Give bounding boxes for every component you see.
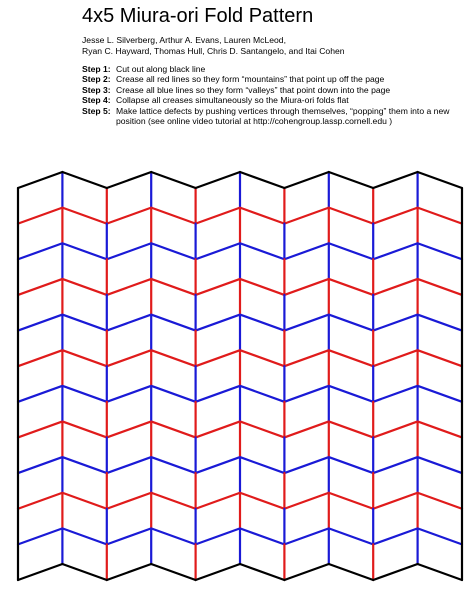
valley-crease: [240, 243, 284, 259]
mountain-crease: [284, 350, 328, 366]
valley-crease: [418, 315, 462, 331]
step-5-text: Make lattice defects by pushing vertices through themselves, “popping” them into a new position (see online video tutorial at http://cohengroup.lassp.cornell.edu ): [116, 105, 450, 127]
mountain-crease: [284, 208, 328, 224]
valley-crease: [151, 315, 195, 331]
valley-crease: [151, 528, 195, 544]
mountain-crease: [151, 421, 195, 437]
mountain-crease: [240, 279, 284, 295]
cut-line: [418, 172, 462, 188]
mountain-crease: [418, 208, 462, 224]
valley-crease: [284, 386, 328, 402]
valley-crease: [151, 386, 195, 402]
valley-crease: [373, 243, 417, 259]
cut-line: [18, 172, 62, 188]
cut-line: [62, 172, 106, 188]
cut-line: [107, 172, 151, 188]
valley-crease: [151, 457, 195, 473]
mountain-crease: [196, 493, 240, 509]
mountain-crease: [284, 279, 328, 295]
valley-crease: [62, 243, 106, 259]
valley-crease: [196, 315, 240, 331]
mountain-crease: [418, 493, 462, 509]
valley-crease: [196, 243, 240, 259]
valley-crease: [18, 243, 62, 259]
valley-crease: [284, 315, 328, 331]
valley-crease: [329, 528, 373, 544]
valley-crease: [107, 386, 151, 402]
valley-crease: [284, 457, 328, 473]
cut-line: [151, 172, 195, 188]
valley-crease: [18, 315, 62, 331]
valley-crease: [62, 386, 106, 402]
mountain-crease: [329, 493, 373, 509]
valley-crease: [196, 386, 240, 402]
mountain-crease: [284, 493, 328, 509]
step-4-label: Step 4:: [82, 95, 111, 106]
step-3-text: Crease all blue lines so they form “valleys” that point down into the page: [116, 84, 391, 95]
mountain-crease: [151, 279, 195, 295]
step-1-label: Step 1:: [82, 64, 111, 74]
mountain-crease: [329, 208, 373, 224]
cut-line: [373, 172, 417, 188]
mountain-crease: [18, 350, 62, 366]
mountain-crease: [240, 208, 284, 224]
valley-crease: [240, 315, 284, 331]
cut-line: [284, 564, 328, 580]
mountain-crease: [329, 279, 373, 295]
cut-line: [284, 172, 328, 188]
mountain-crease: [418, 350, 462, 366]
cut-line: [418, 564, 462, 580]
mountain-crease: [18, 493, 62, 509]
mountain-crease: [373, 208, 417, 224]
mountain-crease: [329, 350, 373, 366]
valley-crease: [373, 315, 417, 331]
valley-crease: [18, 528, 62, 544]
cut-line: [196, 172, 240, 188]
mountain-crease: [196, 350, 240, 366]
mountain-crease: [62, 208, 106, 224]
valley-crease: [18, 386, 62, 402]
valley-crease: [418, 386, 462, 402]
valley-crease: [240, 386, 284, 402]
valley-crease: [107, 243, 151, 259]
valley-crease: [62, 528, 106, 544]
mountain-crease: [373, 350, 417, 366]
mountain-crease: [18, 208, 62, 224]
authors-line-1: Jesse L. Silverberg, Arthur A. Evans, Lauren McLeod,: [82, 35, 286, 45]
valley-crease: [373, 457, 417, 473]
mountain-crease: [373, 493, 417, 509]
mountain-crease: [373, 421, 417, 437]
valley-crease: [62, 315, 106, 331]
title: 4x5 Miura-ori Fold Pattern: [82, 5, 314, 27]
mountain-crease: [107, 493, 151, 509]
mountain-crease: [62, 493, 106, 509]
valley-crease: [329, 457, 373, 473]
valley-crease: [418, 243, 462, 259]
valley-crease: [329, 386, 373, 402]
valley-crease: [284, 528, 328, 544]
cut-line: [196, 564, 240, 580]
cut-line: [240, 564, 284, 580]
valley-crease: [240, 528, 284, 544]
valley-crease: [18, 457, 62, 473]
step-4-text: Collapse all creases simultaneously so the Miura-ori folds flat: [116, 95, 349, 106]
mountain-crease: [107, 279, 151, 295]
authors-line-2: Ryan C. Hayward, Thomas Hull, Chris D. Santangelo, and Itai Cohen: [82, 46, 345, 56]
valley-crease: [418, 457, 462, 473]
cut-line: [107, 564, 151, 580]
mountain-crease: [62, 350, 106, 366]
mountain-crease: [151, 208, 195, 224]
mountain-crease: [62, 279, 106, 295]
step-5-label: Step 5:: [82, 105, 111, 116]
step-1-text: Cut out along black line: [116, 64, 206, 74]
mountain-crease: [18, 421, 62, 437]
mountain-crease: [196, 421, 240, 437]
mountain-crease: [107, 350, 151, 366]
mountain-crease: [18, 279, 62, 295]
valley-crease: [107, 528, 151, 544]
valley-crease: [373, 528, 417, 544]
valley-crease: [151, 243, 195, 259]
mountain-crease: [240, 350, 284, 366]
valley-crease: [196, 528, 240, 544]
mountain-crease: [329, 421, 373, 437]
mountain-crease: [284, 421, 328, 437]
mountain-crease: [373, 279, 417, 295]
cut-line: [240, 172, 284, 188]
mountain-crease: [151, 493, 195, 509]
step-2-label: Step 2:: [82, 74, 111, 85]
cut-line: [62, 564, 106, 580]
mountain-crease: [62, 421, 106, 437]
mountain-crease: [240, 421, 284, 437]
cut-line: [329, 172, 373, 188]
mountain-crease: [418, 279, 462, 295]
mountain-crease: [196, 279, 240, 295]
mountain-crease: [196, 208, 240, 224]
mountain-crease: [240, 493, 284, 509]
valley-crease: [107, 315, 151, 331]
mountain-crease: [418, 421, 462, 437]
valley-crease: [240, 457, 284, 473]
mountain-crease: [107, 208, 151, 224]
valley-crease: [196, 457, 240, 473]
cut-line: [18, 564, 62, 580]
mountain-crease: [107, 421, 151, 437]
valley-crease: [373, 386, 417, 402]
valley-crease: [284, 243, 328, 259]
valley-crease: [329, 243, 373, 259]
valley-crease: [418, 528, 462, 544]
valley-crease: [107, 457, 151, 473]
cut-line: [373, 564, 417, 580]
mountain-crease: [151, 350, 195, 366]
valley-crease: [329, 315, 373, 331]
step-3-label: Step 3:: [82, 84, 111, 95]
valley-crease: [62, 457, 106, 473]
cut-line: [151, 564, 195, 580]
step-2-text: Crease all red lines so they form “mountains” that point up off the page: [116, 74, 385, 85]
cut-line: [329, 564, 373, 580]
